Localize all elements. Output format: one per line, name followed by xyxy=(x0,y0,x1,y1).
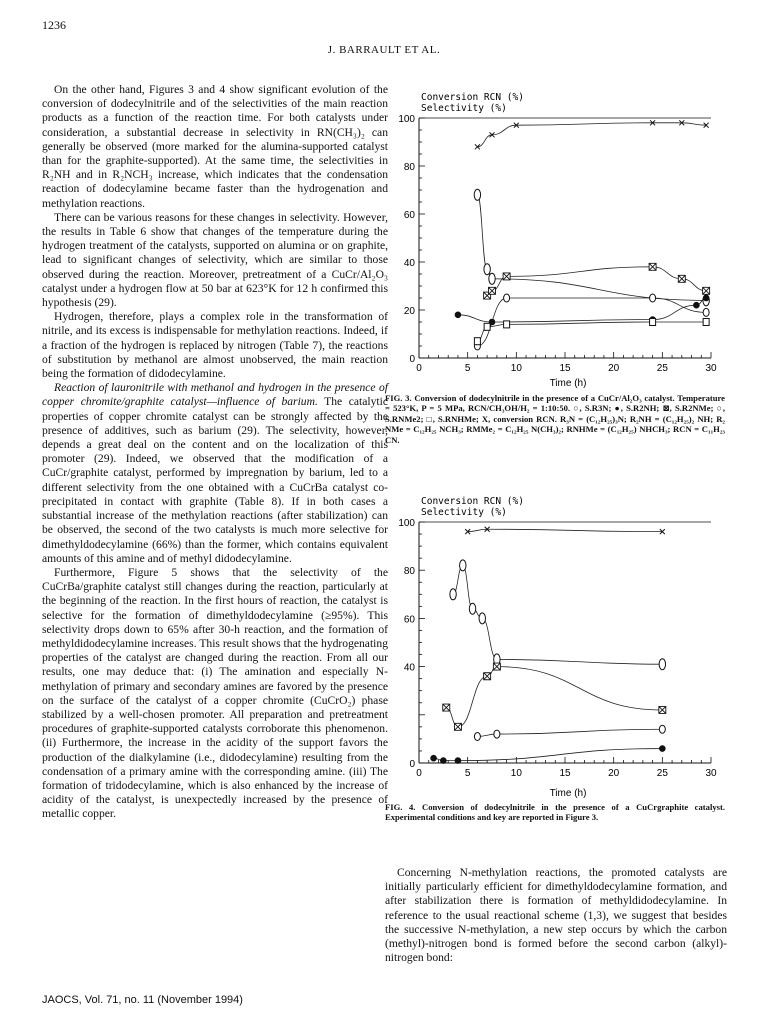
right-paragraph-1: Concerning N-methylation reactions, the promoted catalysts are initially particularly efficient for dimethyldodecylamine formation, and after stabilization there is formation of methyldidodecylamine. In reference to the usual reactional scheme (1,3), we suggest that besides the successive N-methylation, a new step occurs by which the carbon (methyl)-nitrogen bond is formed before the second carbon (alkyl)-nitrogen bond: xyxy=(385,866,727,965)
fig3-curve-filled-circle-3 xyxy=(458,298,706,322)
fig3-point-square-5-2 xyxy=(504,321,510,328)
fig4-point-boxed-x-2-3 xyxy=(493,663,500,670)
fig3-ylabel-line-2: Selectivity (%) xyxy=(421,103,507,114)
fig3-curve-boxed-x-2 xyxy=(487,267,706,296)
fig4-point-filled-circle-4-1 xyxy=(441,758,447,764)
fig3-y-tick-label-20: 20 xyxy=(403,306,415,317)
fig4-axes xyxy=(398,518,717,779)
fig4-y-tick-label-0: 0 xyxy=(409,759,415,770)
fig3-point-filled-circle-3-0 xyxy=(455,312,461,318)
fig3-curves xyxy=(458,123,706,346)
fig3-x-tick-label-30: 30 xyxy=(705,363,717,374)
paragraph-4-body: The catalytic properties of copper chromite catalyst can be strongly affected by the presence of additives, such as barium (29). The selectivity, however, depends a great deal on the content and on the localization of this promoter (29). Indeed, we observed that the modification of a CuCr/graphite catalyst, performed by impregnation by barium, led to a different selectivity from the one obtained with a CuCrBa catalyst co-precipitated in contact with graphite (Table 8). If in both cases a substantial increase of the methylation reactions (after stabilization) can be observed, the second of the two catalysts is much more selective for dimethyldodecylamine (66%) than the former, which contains equivalent amounts of this amine and of methyl didodecylamine. xyxy=(42,395,388,565)
fig3-y-tick-label-0: 0 xyxy=(409,354,415,365)
fig4-point-open-small-3-2 xyxy=(659,725,665,733)
fig4-curve-boxed-x-2 xyxy=(446,667,662,727)
fig4-point-filled-circle-4-3 xyxy=(660,746,666,752)
fig4-x-tick-label-10: 10 xyxy=(510,768,522,779)
fig4-point-open-ellipse-1-1 xyxy=(450,589,456,600)
fig3-curve-open-ellipse-1 xyxy=(477,195,706,301)
fig4-point-boxed-x-2-2 xyxy=(484,673,491,680)
fig3-point-open-ellipse-1-0 xyxy=(474,189,480,200)
fig4-point-open-small-3-0 xyxy=(474,732,480,740)
fig4-point-open-small-3-1 xyxy=(494,730,500,738)
fig4-y-tick-label-80: 80 xyxy=(403,566,415,578)
paragraph-4 xyxy=(42,381,388,566)
fig4-x-tick-label-25: 25 xyxy=(656,768,668,779)
paragraph-3: Hydrogen, therefore, plays a complex role in the transformation of nitrile, and its excess is indispensable for methylation reactions. Indeed, if a fraction of the hydrogen is replaced by nitrogen (Table 7), the reactions of substitution by methanol are almost unobserved, the main reaction being the formation of didodecylamine. xyxy=(42,310,388,381)
fig4-curve-open-small-3 xyxy=(477,729,662,736)
fig4-curves xyxy=(434,529,663,760)
fig3-point-open-small-4-2 xyxy=(650,294,656,302)
fig3-point-boxed-x-2-2 xyxy=(503,273,510,280)
fig4-curve-x-0 xyxy=(468,529,663,531)
fig3-y-tick-label-100: 100 xyxy=(398,114,415,125)
fig3-y-tick-label-60: 60 xyxy=(403,210,415,221)
fig3-x-tick-label-25: 25 xyxy=(656,363,668,374)
fig4-point-open-ellipse-1-0 xyxy=(460,560,466,571)
fig4-x-tick-label-15: 15 xyxy=(559,768,571,779)
fig4-point-filled-circle-4-2 xyxy=(455,758,461,764)
fig3-y-tick-label-40: 40 xyxy=(403,258,415,269)
page-number: 1236 xyxy=(42,18,66,32)
fig3-point-square-5-0 xyxy=(474,338,480,345)
fig3-ylabel-line-1: Conversion RCN (%) xyxy=(421,92,524,103)
figure-3-chart xyxy=(385,86,730,391)
fig4-ylabel-line-2: Selectivity (%) xyxy=(421,507,507,518)
fig3-marks xyxy=(455,120,709,350)
fig3-axes xyxy=(398,114,717,374)
fig3-point-boxed-x-2-1 xyxy=(489,287,496,294)
fig3-point-open-ellipse-1-2 xyxy=(489,273,495,284)
fig3-curve-square-5 xyxy=(477,322,706,341)
fig4-point-boxed-x-2-4 xyxy=(659,706,666,713)
figure-3-caption: FIG. 3. Conversion of dodecylnitrile in the presence of a CuCr/Al₂O₃ catalyst. Temperature = 523°K, P = 5 MPa, RCN/CH₃OH/H₂ = 1:10:50. ○, S.R3N; ●, S.R2NH; ⊠, S.R2NMe; ○, S.RNMe2; □, S.RNHMe; X, conversion RCN. R₃N = (C₁₂H₂₅)₃N; R₂NH = (C₁₂H₂₅)₂ NH; R₂ NMe = C₁₂H₂₅ NCH₃; RMMe₂ = C₁₂H₂₅ N(CH₃)₂; RNHMe = (C₁₂H₂₅) NHCH₃; RCN = C₁₁H₂₃ CN. xyxy=(385,393,725,445)
fig3-point-square-5-1 xyxy=(484,323,490,330)
fig3-point-open-ellipse-1-1 xyxy=(484,264,490,275)
fig4-point-boxed-x-2-0 xyxy=(443,704,450,711)
fig4-y-tick-label-60: 60 xyxy=(403,614,415,626)
fig4-xlabel: Time (h) xyxy=(549,788,587,799)
paragraph-2: There can be various reasons for these changes in selectivity. However, the results in Table 6 show that changes of the temperature during the hydrogen treatment of the catalysts, supported on alumina or on graphite, lead to significant changes of selectivity, which are similar to those observed during the reaction. Moreover, pretreatment of a CuCr/Al₂O₃ catalyst under a hydrogen flow at 50 bar at 623°K for 12 h confirmed this hypothesis (29). xyxy=(42,210,388,310)
footer: JAOCS, Vol. 71, no. 11 (November 1994) xyxy=(42,994,243,1006)
paragraph-1: On the other hand, Figures 3 and 4 show significant evolution of the conversion of dodecylnitrile and of the selectivities of the main reaction products as a function of the reaction time. For both catalysts under consideration, a substantial decrease in selectivity in RN(CH₃)₂ can generally be observed (more marked for the alumina-supported catalyst than for the graphite-supported). At the same time, the selectivities in R₂NH and in R₂NCH₃ increase, which indicates that the condensation reaction of dodecylamine became faster than the hydrogenation and methylation reactions. xyxy=(42,83,388,210)
fig4-point-boxed-x-2-1 xyxy=(454,723,461,730)
fig3-x-tick-label-0: 0 xyxy=(416,363,422,374)
left-column xyxy=(42,83,388,822)
fig3-curve-x-0 xyxy=(477,123,706,147)
fig4-point-open-ellipse-1-5 xyxy=(659,659,665,670)
fig4-x-tick-label-5: 5 xyxy=(464,768,471,779)
fig3-y-tick-label-80: 80 xyxy=(403,162,415,173)
paragraph-5: Furthermore, Figure 5 shows that the selectivity of the CuCrBa/graphite catalyst still changes during the reaction, particularly at the beginning of the reaction. In the first hours of reaction, the catalyst is selective for the formation of dimethyldodecylamine (≥95%). This selectivity drops down to 65% after 30-h reaction, and the formation of methyldidodecylamine increases. This result shows that the hydrogenating properties of the catalyst are changed during the reaction. From all our results, one may deduce that: (i) The amination and especially N-methylation of primary and secondary amines are favored by the presence on the surface of the catalyst of a copper chromite (CuCrO₂) phase stabilized by a well-chosen promoter. All preparation and pretreatment procedures of graphite-supported catalysts corroborate this phenomenon. (ii) Furthermore, the increase in the acidity of the support favors the production of the dialkylamine (i.e., didodecylamine) resulting from the condensation of a primary amine with the corresponding amine. (iii) The formation of tridodecylamine, which is also enhanced by the increase of acidity of the catalyst, is unexpectedly increased by the presence of metallic copper. xyxy=(42,565,388,821)
fig3-point-square-5-3 xyxy=(650,319,656,326)
fig4-point-open-ellipse-1-3 xyxy=(479,613,485,624)
fig3-x-tick-label-10: 10 xyxy=(510,363,522,374)
fig3-x-tick-label-20: 20 xyxy=(608,363,620,374)
paragraph-4-italic-lead: Reaction of lauronitrile with methanol and hydrogen in the presence of copper chromite/graphite catalyst—influence of barium. xyxy=(42,381,388,409)
fig3-xlabel: Time (h) xyxy=(549,378,587,389)
fig3-point-boxed-x-2-5 xyxy=(703,287,710,294)
fig3-point-open-small-4-3 xyxy=(703,308,709,316)
fig3-point-open-small-4-1 xyxy=(504,294,510,302)
fig3-point-boxed-x-2-3 xyxy=(649,263,656,270)
fig4-ylabel-line-1: Conversion RCN (%) xyxy=(421,496,524,507)
fig3-point-boxed-x-2-4 xyxy=(678,275,685,282)
fig4-y-tick-label-40: 40 xyxy=(403,662,415,674)
fig4-x-tick-label-30: 30 xyxy=(705,768,717,779)
fig4-marks xyxy=(431,527,666,764)
fig3-point-filled-circle-3-3 xyxy=(694,302,700,308)
fig4-x-tick-label-0: 0 xyxy=(416,768,422,779)
figure-4-chart xyxy=(385,490,730,800)
running-head: J. BARRAULT ET AL. xyxy=(327,44,441,56)
fig3-point-square-5-4 xyxy=(703,319,709,326)
fig3-x-tick-label-15: 15 xyxy=(559,363,571,374)
fig4-y-tick-label-100: 100 xyxy=(398,518,415,529)
right-column xyxy=(385,866,727,965)
fig4-point-filled-circle-4-0 xyxy=(431,755,437,761)
fig4-x-tick-label-20: 20 xyxy=(608,768,620,779)
fig3-point-filled-circle-3-4 xyxy=(703,295,709,301)
fig3-x-tick-label-5: 5 xyxy=(464,363,471,374)
fig4-point-open-ellipse-1-2 xyxy=(469,603,475,614)
figure-4-caption: FIG. 4. Conversion of dodecylnitrile in the presence of a CuCrgraphite catalyst. Experimental conditions and key are reported in Figure 3. xyxy=(385,802,725,823)
